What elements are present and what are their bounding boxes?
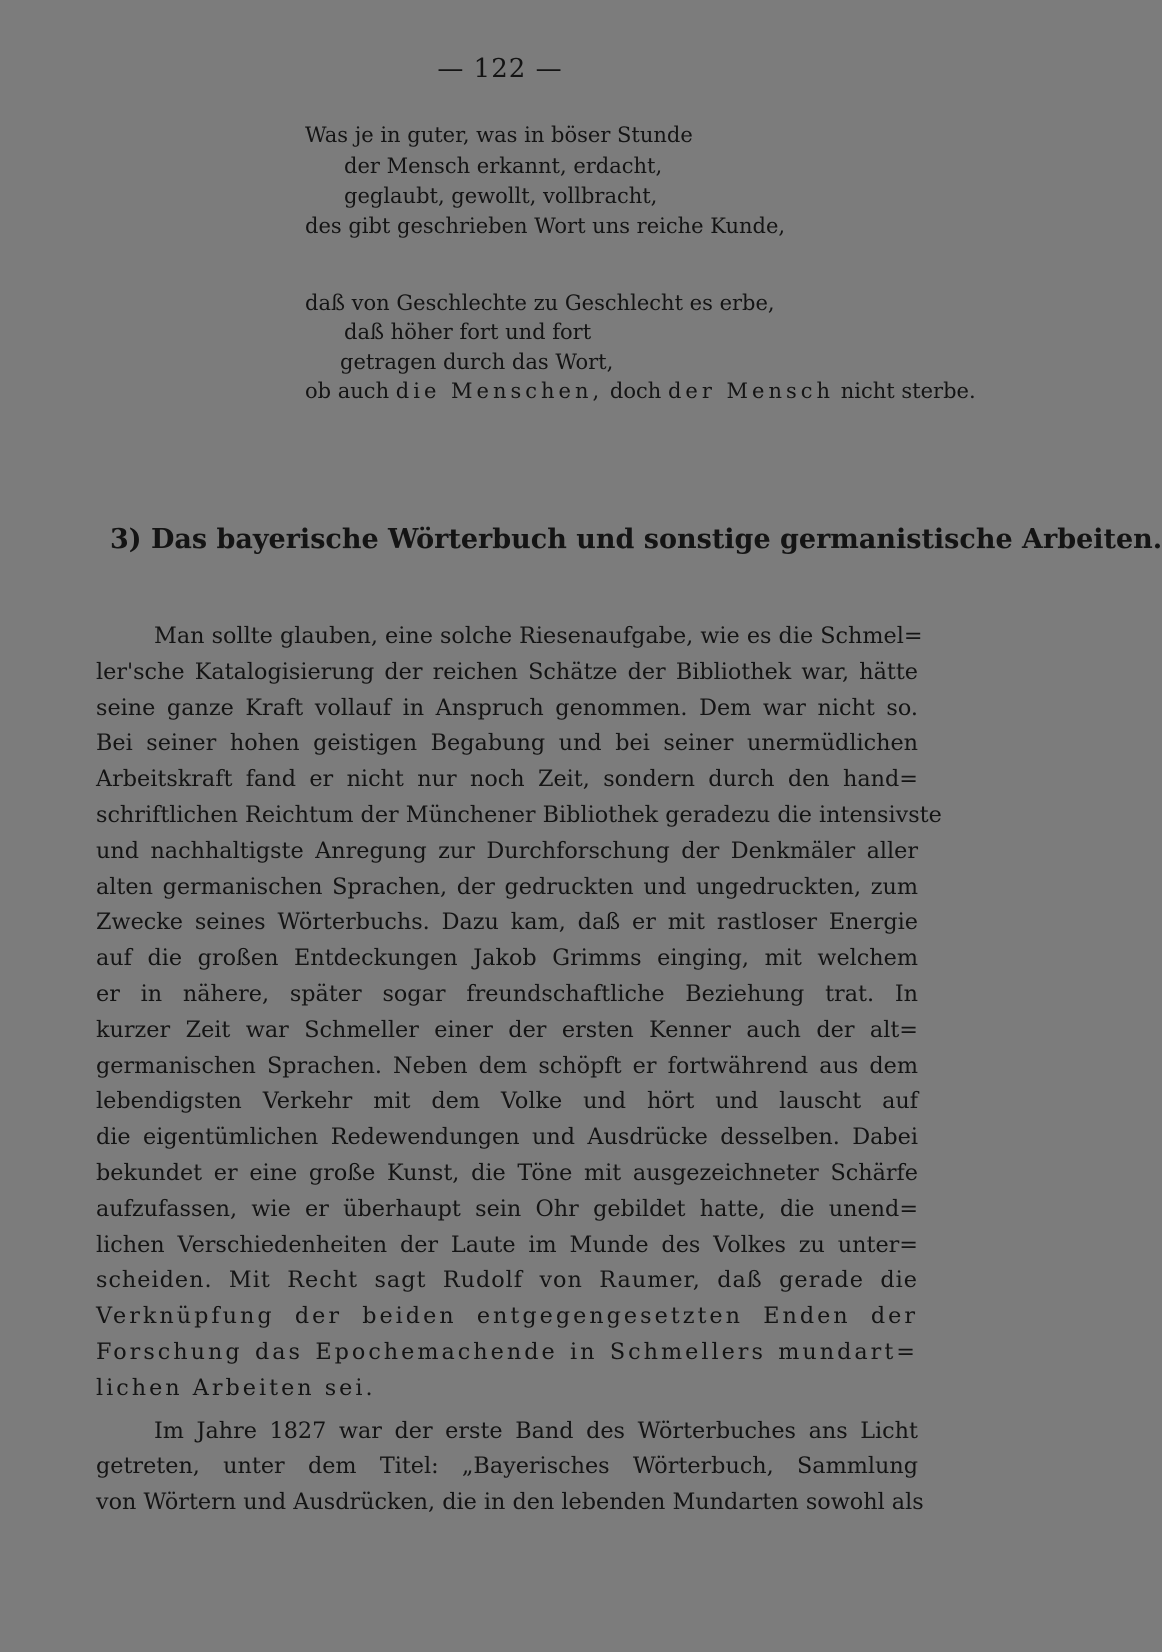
poem-text: doch — [609, 379, 662, 403]
body-line: Man sollte glauben, eine solche Riesenaufgabe, wie es die Schmel= — [154, 623, 923, 649]
body-line: schriftlichen Reichtum der Münchener Bibliothek geradezu die intensivste — [96, 801, 942, 828]
body-line: scheiden. Mit Recht sagt Rudolf von Raumer, daß gerade die — [96, 1267, 918, 1294]
body-line: bekundet er eine große Kunst, die Töne mit ausgezeichneter Schärfe — [96, 1159, 918, 1186]
body-line: Im Jahre 1827 war der erste Band des Wörterbuches ans Licht — [154, 1417, 918, 1444]
body-line: Verknüpfung der beiden entgegengesetzten Enden der — [96, 1303, 918, 1330]
poem-text: ob auch — [305, 379, 390, 403]
body-line: lichen Arbeiten sei. — [96, 1374, 376, 1401]
body-line: lebendigsten Verkehr mit dem Volke und hört und lauscht auf — [96, 1088, 918, 1115]
body-line: aufzufassen, wie er überhaupt sein Ohr gebildet hatte, die unend= — [96, 1195, 918, 1222]
body-line: seine ganze Kraft vollauf in Anspruch genommen. Dem war nicht so. — [96, 694, 918, 721]
poem-line: Was je in guter, was in böser Stunde — [305, 123, 693, 147]
body-line: und nachhaltigste Anregung zur Durchforschung der Denkmäler aller — [96, 837, 918, 864]
section-heading: 3) Das bayerische Wörterbuch und sonstige germanistische Arbeiten. — [110, 524, 1162, 555]
body-line: alten germanischen Sprachen, der gedruckten und ungedruckten, zum — [96, 873, 918, 900]
poem-emphasis: die Menschen, — [395, 379, 604, 403]
poem-line: daß höher fort und fort — [344, 320, 592, 344]
body-line: die eigentümlichen Redewendungen und Ausdrücke desselben. Dabei — [96, 1124, 918, 1151]
body-line: auf die großen Entdeckungen Jakob Grimms einging, mit welchem — [96, 945, 918, 972]
poem-line: des gibt geschrieben Wort uns reiche Kunde, — [305, 214, 786, 238]
poem-text: nicht sterbe. — [840, 379, 976, 403]
poem-line: geglaubt, gewollt, vollbracht, — [344, 184, 658, 208]
page-number: — 122 — — [437, 54, 563, 84]
body-line: ler'sche Katalogisierung der reichen Schätze der Bibliothek war, hätte — [96, 658, 918, 685]
poem-line: daß von Geschlechte zu Geschlecht es erbe, — [305, 291, 775, 315]
poem-line-final — [305, 378, 976, 404]
body-line: germanischen Sprachen. Neben dem schöpft er fortwährend aus dem — [96, 1052, 918, 1079]
body-line: lichen Verschiedenheiten der Laute im Munde des Volkes zu unter= — [96, 1231, 918, 1258]
body-text — [96, 619, 942, 1521]
poem-line: getragen durch das Wort, — [340, 350, 614, 374]
poem-line: der Mensch erkannt, erdacht, — [344, 154, 663, 178]
body-line: getreten, unter dem Titel: „Bayerisches Wörterbuch, Sammlung — [96, 1453, 918, 1480]
body-line: Arbeitskraft fand er nicht nur noch Zeit, sondern durch den hand= — [96, 766, 918, 793]
body-line: Forschung das Epochemachende in Schmellers mundart= — [96, 1338, 918, 1365]
body-line: Bei seiner hohen geistigen Begabung und bei seiner unermüdlichen — [96, 730, 918, 757]
body-line: er in nähere, später sogar freundschaftliche Beziehung trat. In — [96, 980, 918, 1007]
body-line: kurzer Zeit war Schmeller einer der ersten Kenner auch der alt= — [96, 1016, 918, 1043]
body-line: von Wörtern und Ausdrücken, die in den lebenden Mundarten sowohl als — [96, 1489, 924, 1516]
body-line: Zwecke seines Wörterbuchs. Dazu kam, daß er mit rastloser Energie — [96, 909, 918, 936]
poem-emphasis: der Mensch — [667, 379, 835, 403]
